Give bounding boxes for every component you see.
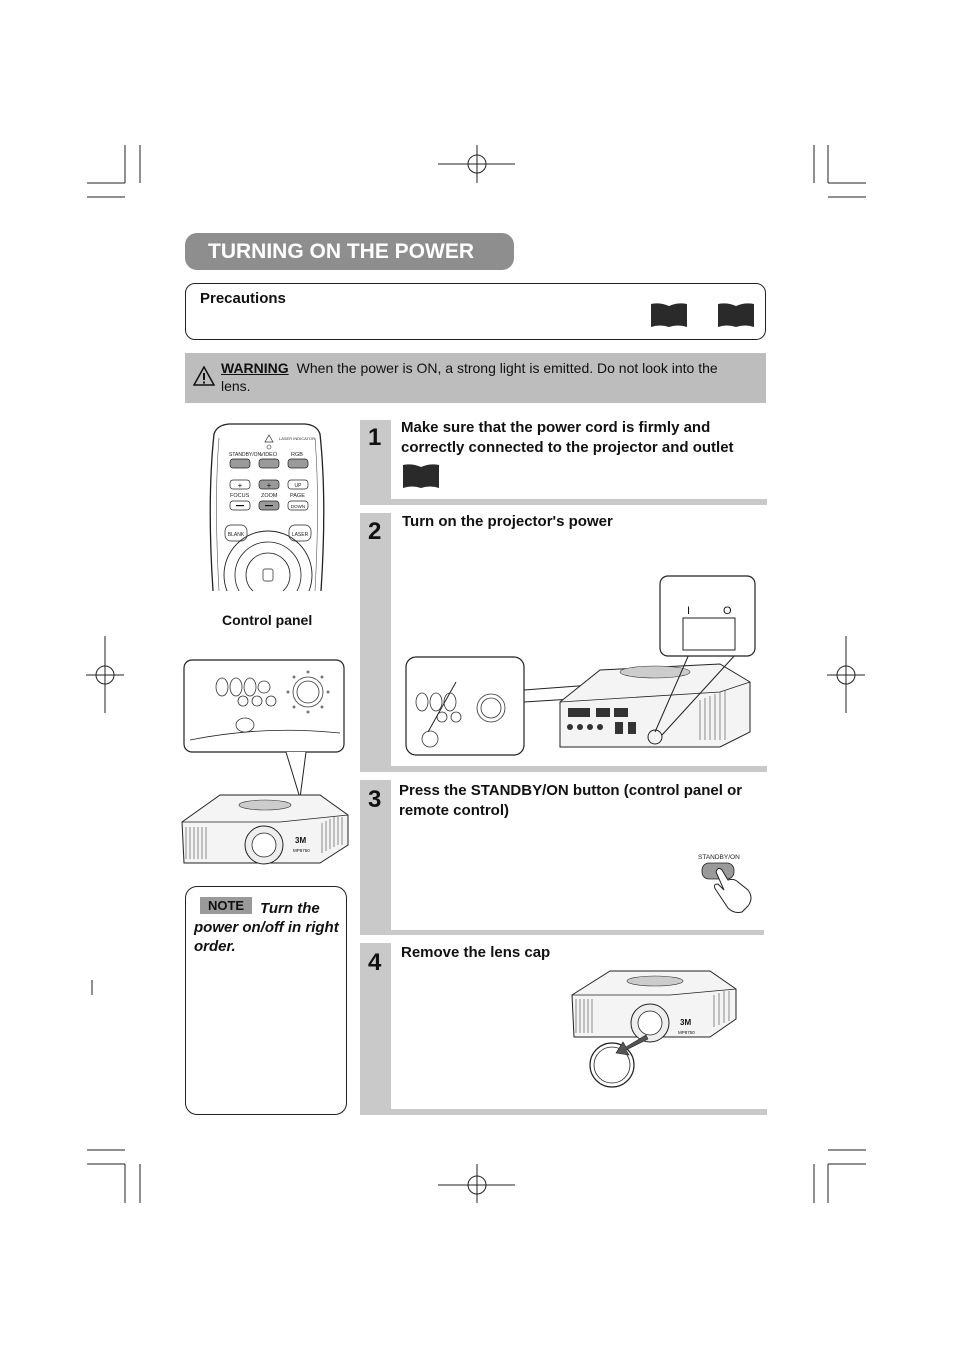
remote-up-label: UP	[294, 483, 302, 489]
book-icon	[402, 463, 440, 489]
book-icon	[650, 302, 688, 328]
warning-word: WARNING	[221, 360, 289, 376]
step-3-number: 3	[368, 786, 382, 813]
remote-down-label: DOWN	[290, 504, 306, 509]
remote-zoom-label: ZOOM	[261, 493, 278, 499]
step-1-number: 1	[368, 424, 382, 451]
step-2-title: Turn on the projector's power	[402, 513, 613, 530]
note-text: Turn the power on/off in right order.	[194, 900, 339, 955]
lens-projector-brand: 3M	[680, 1018, 692, 1027]
remote-focus-label: FOCUS	[230, 493, 250, 499]
projector-model: MP8750	[293, 848, 310, 853]
step-4-number: 4	[368, 949, 382, 976]
standby-button-illustration	[694, 850, 758, 914]
remote-laser-indicator-label: LASER INDICATOR	[279, 436, 315, 441]
remote-video-label: VIDEO	[260, 452, 278, 458]
step-2-band	[360, 513, 391, 772]
step-3-title: Press the STANDBY/ON button (control panel or remote control)	[399, 782, 743, 819]
arrow-icon	[616, 1035, 648, 1055]
remote-page-label: PAGE	[290, 493, 305, 499]
warning-message: When the power is ON, a strong light is emitted. Do not look into the lens.	[221, 360, 718, 394]
step-4-title: Remove the lens cap	[401, 944, 551, 961]
lens-cap-illustration	[570, 965, 740, 1090]
remote-standby-label: STANDBY/ON	[229, 452, 262, 458]
book-icon	[717, 302, 755, 328]
projector-illustration	[182, 795, 348, 864]
precautions-box	[185, 283, 766, 340]
standby-button-label: STANDBY/ON	[698, 854, 740, 861]
step-2-number: 2	[368, 518, 382, 545]
precautions-label: Precautions	[200, 290, 286, 307]
remote-rgb-label: RGB	[291, 452, 303, 458]
warning-text	[221, 359, 751, 395]
projector-brand: 3M	[295, 836, 307, 845]
control-panel-illustration	[180, 655, 355, 870]
warning-triangle-icon	[193, 366, 215, 386]
power-switch-illustration	[400, 572, 762, 762]
note-box	[185, 886, 347, 1115]
remote-standby-button[interactable]	[230, 459, 250, 468]
svg-text:+: +	[237, 481, 243, 490]
step-1-title: Make sure that the power cord is firmly and correctly connected to the projector and outlet	[401, 419, 734, 456]
remote-blank-label: BLANK	[227, 532, 245, 538]
lens-projector-model: MP8750	[678, 1030, 695, 1035]
control-panel-label: Control panel	[222, 612, 313, 628]
remote-video-button[interactable]	[259, 459, 279, 468]
switch-on-mark: I	[687, 605, 691, 617]
switch-off-mark: O	[723, 605, 732, 617]
page-title: TURNING ON THE POWER	[185, 233, 514, 270]
svg-text:+: +	[266, 481, 272, 490]
remote-rgb-button[interactable]	[288, 459, 308, 468]
remote-laser-label: LASER	[291, 532, 309, 538]
power-switch[interactable]	[683, 618, 735, 650]
remote-control-illustration	[205, 420, 329, 595]
warning-box	[185, 353, 766, 403]
note-badge: NOTE	[200, 897, 252, 914]
